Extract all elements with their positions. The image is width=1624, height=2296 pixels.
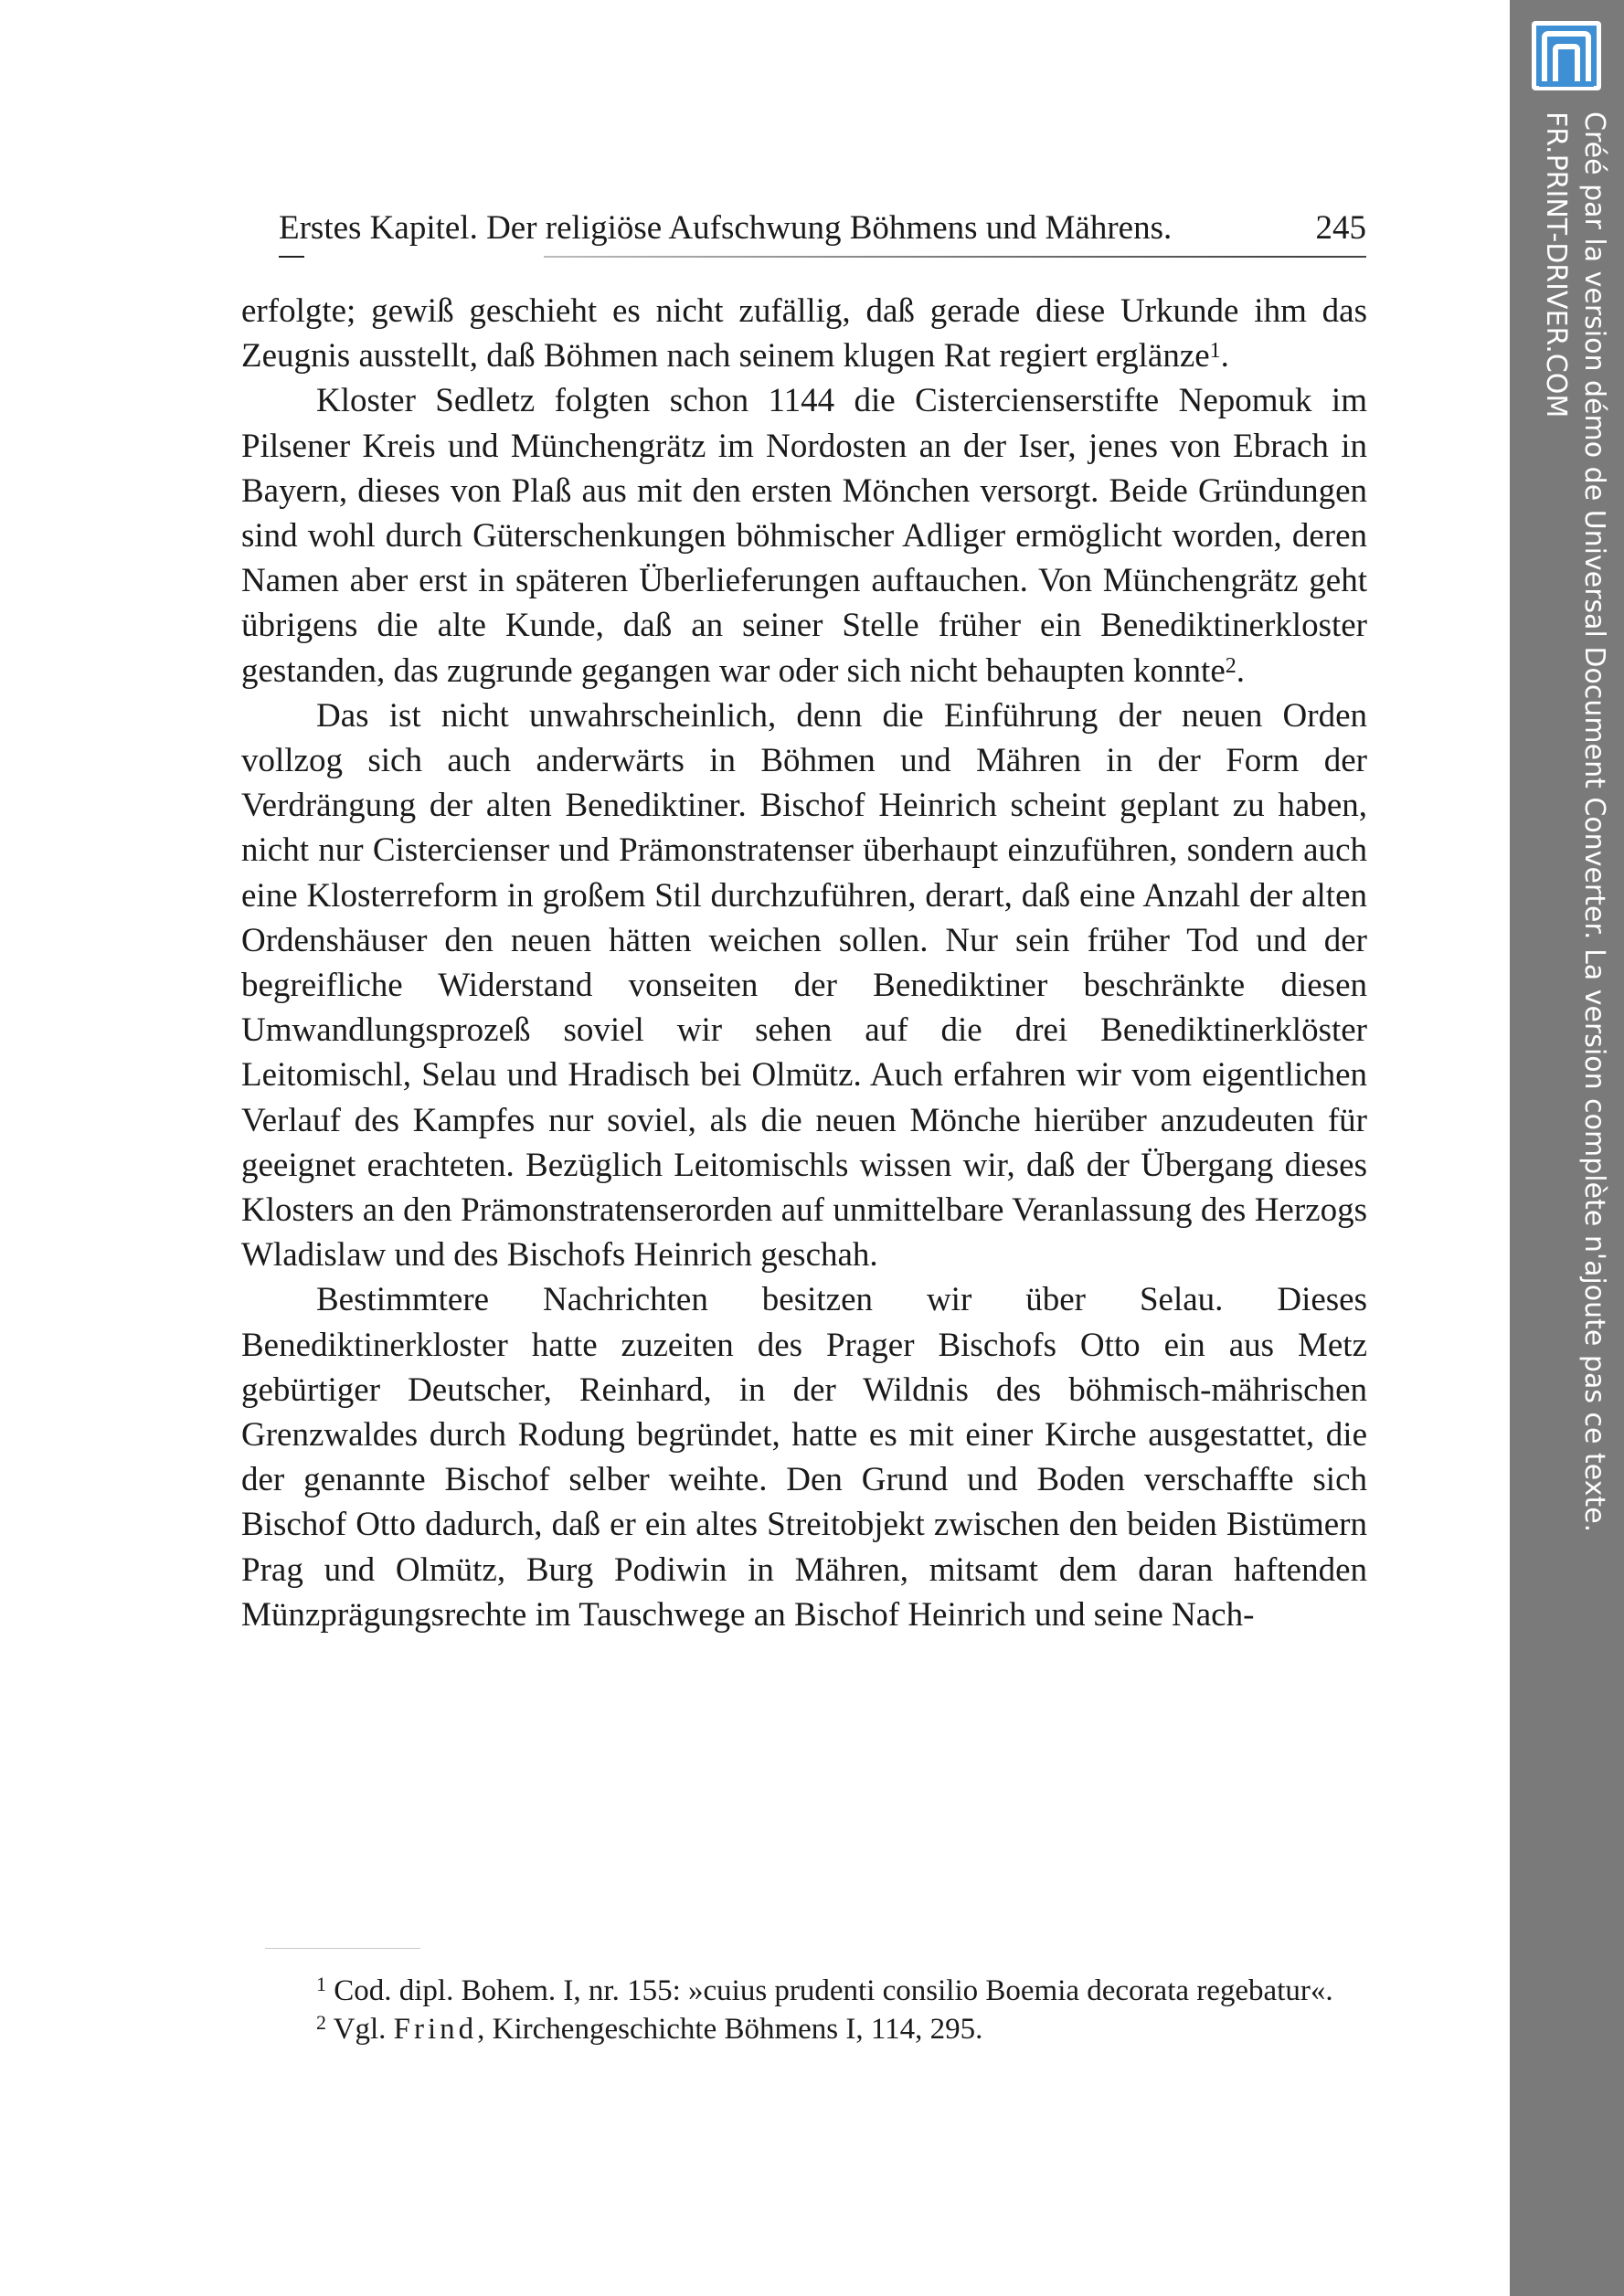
header-rule: [279, 256, 1366, 258]
document-converter-logo-icon: [1530, 19, 1603, 92]
footnote-ref-2: 2: [1225, 653, 1237, 678]
paragraph-3: Das ist nicht unwahrscheinlich, denn die Einführung der neuen Orden vollzog sich auch anderwärts in Böhmen und Mähren in der Form der Verdrängung der alten Benediktiner. Bischof Heinrich scheint geplant zu haben, nicht nur Cistercienser und Prämonstratenser überhaupt einzuführen, sondern auch eine Klosterreform in großem Stil durchzuführen, derart, daß eine Anzahl der alten Ordenshäuser den neuen hätten weichen sollen. Nur sein früher Tod und der begreifliche Widerstand vonseiten der Benediktiner beschränkte diesen Umwandlungsprozeß soviel wir sehen auf die drei Benediktinerklöster Leitomischl, Selau und Hradisch bei Olmütz. Auch erfahren wir vom eigentlichen Verlauf des Kampfes nur soviel, als die neuen Mönche hierüber anzudeuten für geeignet erachteten. Bezüglich Leitomischls wissen wir, daß der Übergang dieses Klosters an den Prämonstratenserorden auf unmittelbare Veranlassung des Herzogs Wladislaw und des Bischofs Heinrich geschah.: [241, 696, 1367, 1275]
paragraph-4: Bestimmtere Nachrichten besitzen wir über Selau. Dieses Benediktinerkloster hatte zuzeiten des Prager Bischofs Otto ein aus Metz gebürtiger Deutscher, Reinhard, in der Wildnis des böhmisch-mährischen Grenzwaldes durch Rodung begründet, hatte es mit einer Kirche ausgestattet, die der genannte Bischof selber weihte. Den Grund und Boden verschaffte sich Bischof Otto dadurch, daß er ein altes Streitobjekt zwischen den beiden Bistümern Prag und Olmütz, Burg Podiwin in Mähren, mitsamt dem daran haftenden Münzprägungsrechte im Tauschwege an Bischof Heinrich und seine Nach-: [241, 1281, 1367, 1634]
watermark-text: [1540, 111, 1613, 2286]
running-title: Erstes Kapitel. Der religiöse Aufschwung Böhmens und Mährens.: [279, 209, 1173, 247]
paragraph-1: erfolgte; gewiß geschieht es nicht zufällig, daß gerade diese Urkunde ihm das Zeugnis ausstellt, daß Böhmen nach seinem klugen Rat regiert erglänze$^1$.: [241, 292, 1367, 376]
footnote-author: Frind: [393, 2013, 478, 2046]
footnote-ref-1: 1: [1209, 339, 1221, 364]
running-head: [279, 208, 1366, 249]
footnote-1: $^1$ Cod. dipl. Bohem. I, nr. 155: »cuius prudenti consilio Boemia decorata regebatur«.: [316, 1973, 1333, 2007]
page-number: 245: [1315, 209, 1366, 247]
footnote-2: $^2$ Vgl. Frind, Kirchengeschichte Böhmens I, 114, 295.: [316, 2011, 983, 2046]
watermark-line-2: FR.PRINT-DRIVER.COM: [1540, 111, 1572, 418]
paragraph-2: Kloster Sedletz folgten schon 1144 die Cistercienserstifte Nepomuk im Pilsener Kreis und Münchengrätz im Nordosten an der Iser, jenes von Ebrach in Bayern, dieses von Plaß aus mit den ersten Mönchen versorgt. Beide Gründungen sind wohl durch Güterschenkungen böhmischer Adliger ermöglicht worden, deren Namen aber erst in späteren Überlieferungen auftauchen. Von Münchengrätz geht übrigens die alte Kunde, daß an seiner Stelle früher ein Benediktinerkloster gestanden, das zugrunde gegangen war oder sich nicht behaupten konnte$^2$.: [241, 382, 1367, 690]
watermark-line-1: Créé par la version démo de Universal Document Converter. La version complète n'ajoute pas ce texte.: [1578, 111, 1610, 1533]
footnote-rule: [265, 1948, 420, 1949]
body-text: [241, 289, 1367, 1637]
footnotes: [241, 1972, 1367, 2048]
footnote-mark-2: 2: [316, 2011, 326, 2034]
footnote-mark-1: 1: [316, 1973, 326, 1995]
